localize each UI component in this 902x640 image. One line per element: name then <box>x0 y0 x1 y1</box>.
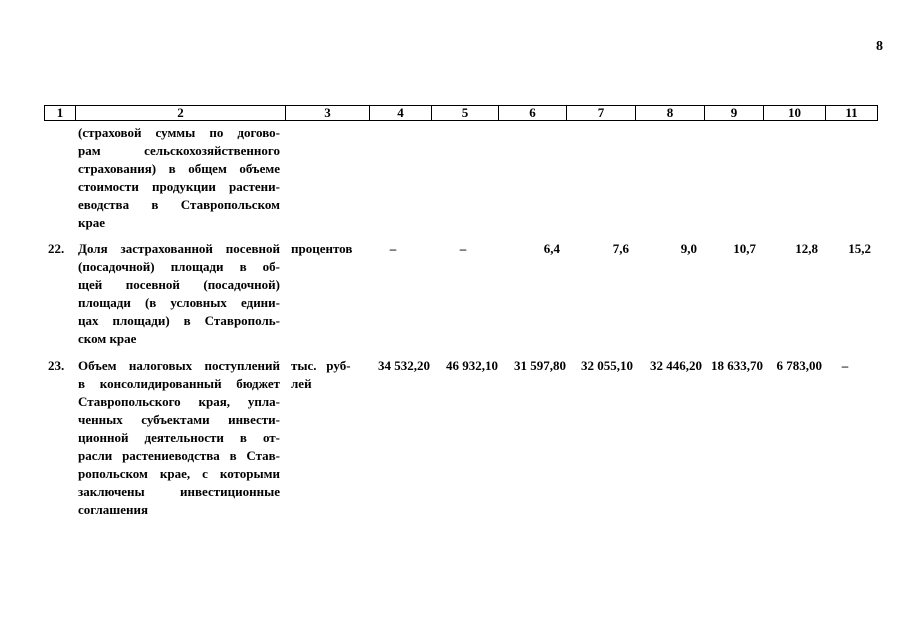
page-number: 8 <box>876 39 883 54</box>
unit-cell: процентов <box>291 241 353 256</box>
value-col-9: 10,7 <box>733 241 756 256</box>
value-col-11: – <box>841 358 849 373</box>
text-line: цах площади) в Ставрополь- <box>78 313 280 328</box>
header-cell-3: 3 <box>285 105 370 121</box>
continuation-description <box>78 124 280 232</box>
row-description <box>78 240 280 348</box>
header-cell-10: 10 <box>763 105 826 121</box>
text-line: щей посевной (посадочной) <box>78 277 280 292</box>
text-line: ционной деятельности в от- <box>78 430 280 445</box>
value-col-11: 15,2 <box>848 241 871 256</box>
value-col-9: 18 633,70 <box>711 358 763 373</box>
text-line: площади (в условных едини- <box>78 295 280 310</box>
header-cell-11: 11 <box>825 105 878 121</box>
header-cell-4: 4 <box>369 105 432 121</box>
value-col-8: 9,0 <box>680 241 697 256</box>
text-line: Ставропольского края, упла- <box>78 394 280 409</box>
header-cell-2: 2 <box>75 105 286 121</box>
text-line: в консолидированный бюджет <box>78 376 280 391</box>
value-col-4: – <box>389 241 397 256</box>
value-col-7: 32 055,10 <box>581 358 633 373</box>
text-line: заключены инвестиционные <box>78 484 280 499</box>
value-col-6: 31 597,80 <box>514 358 566 373</box>
value-col-8: 32 446,20 <box>650 358 702 373</box>
text-line: ском крае <box>78 331 137 346</box>
header-cell-6: 6 <box>498 105 567 121</box>
text-line: (страховой суммы по догово- <box>78 125 280 140</box>
text-line: расли растениеводства в Став- <box>78 448 280 463</box>
value-col-10: 6 783,00 <box>776 358 822 373</box>
value-col-4: 34 532,20 <box>378 358 430 373</box>
header-cell-1: 1 <box>44 105 76 121</box>
text-line: ропольском крае, с которыми <box>78 466 280 481</box>
row-number: 22. <box>48 241 65 256</box>
value-col-10: 12,8 <box>795 241 818 256</box>
value-col-6: 6,4 <box>543 241 560 256</box>
text-line: рам сельскохозяйственного <box>78 143 280 158</box>
value-col-5: 46 932,10 <box>446 358 498 373</box>
text-line: ченных субъектами инвести- <box>78 412 280 427</box>
text-line: соглашения <box>78 502 149 517</box>
text-line: еводства в Ставропольском <box>78 197 280 212</box>
value-col-5: – <box>459 241 467 256</box>
row-number: 23. <box>48 358 65 373</box>
row-description <box>78 357 280 519</box>
header-cell-5: 5 <box>431 105 499 121</box>
header-cell-7: 7 <box>566 105 636 121</box>
text-line: (посадочной) площади в об- <box>78 259 280 274</box>
unit-cell-line-1: тыс. руб- <box>291 358 351 373</box>
unit-cell-line-2: лей <box>291 376 312 391</box>
text-line: страхования) в общем объеме <box>78 161 280 176</box>
text-line: Объем налоговых поступлений <box>78 358 280 373</box>
header-cell-8: 8 <box>635 105 705 121</box>
header-cell-9: 9 <box>704 105 764 121</box>
text-line: стоимости продукции растени- <box>78 179 280 194</box>
value-col-7: 7,6 <box>612 241 629 256</box>
text-line: крае <box>78 215 105 230</box>
text-line: Доля застрахованной посевной <box>78 241 280 256</box>
